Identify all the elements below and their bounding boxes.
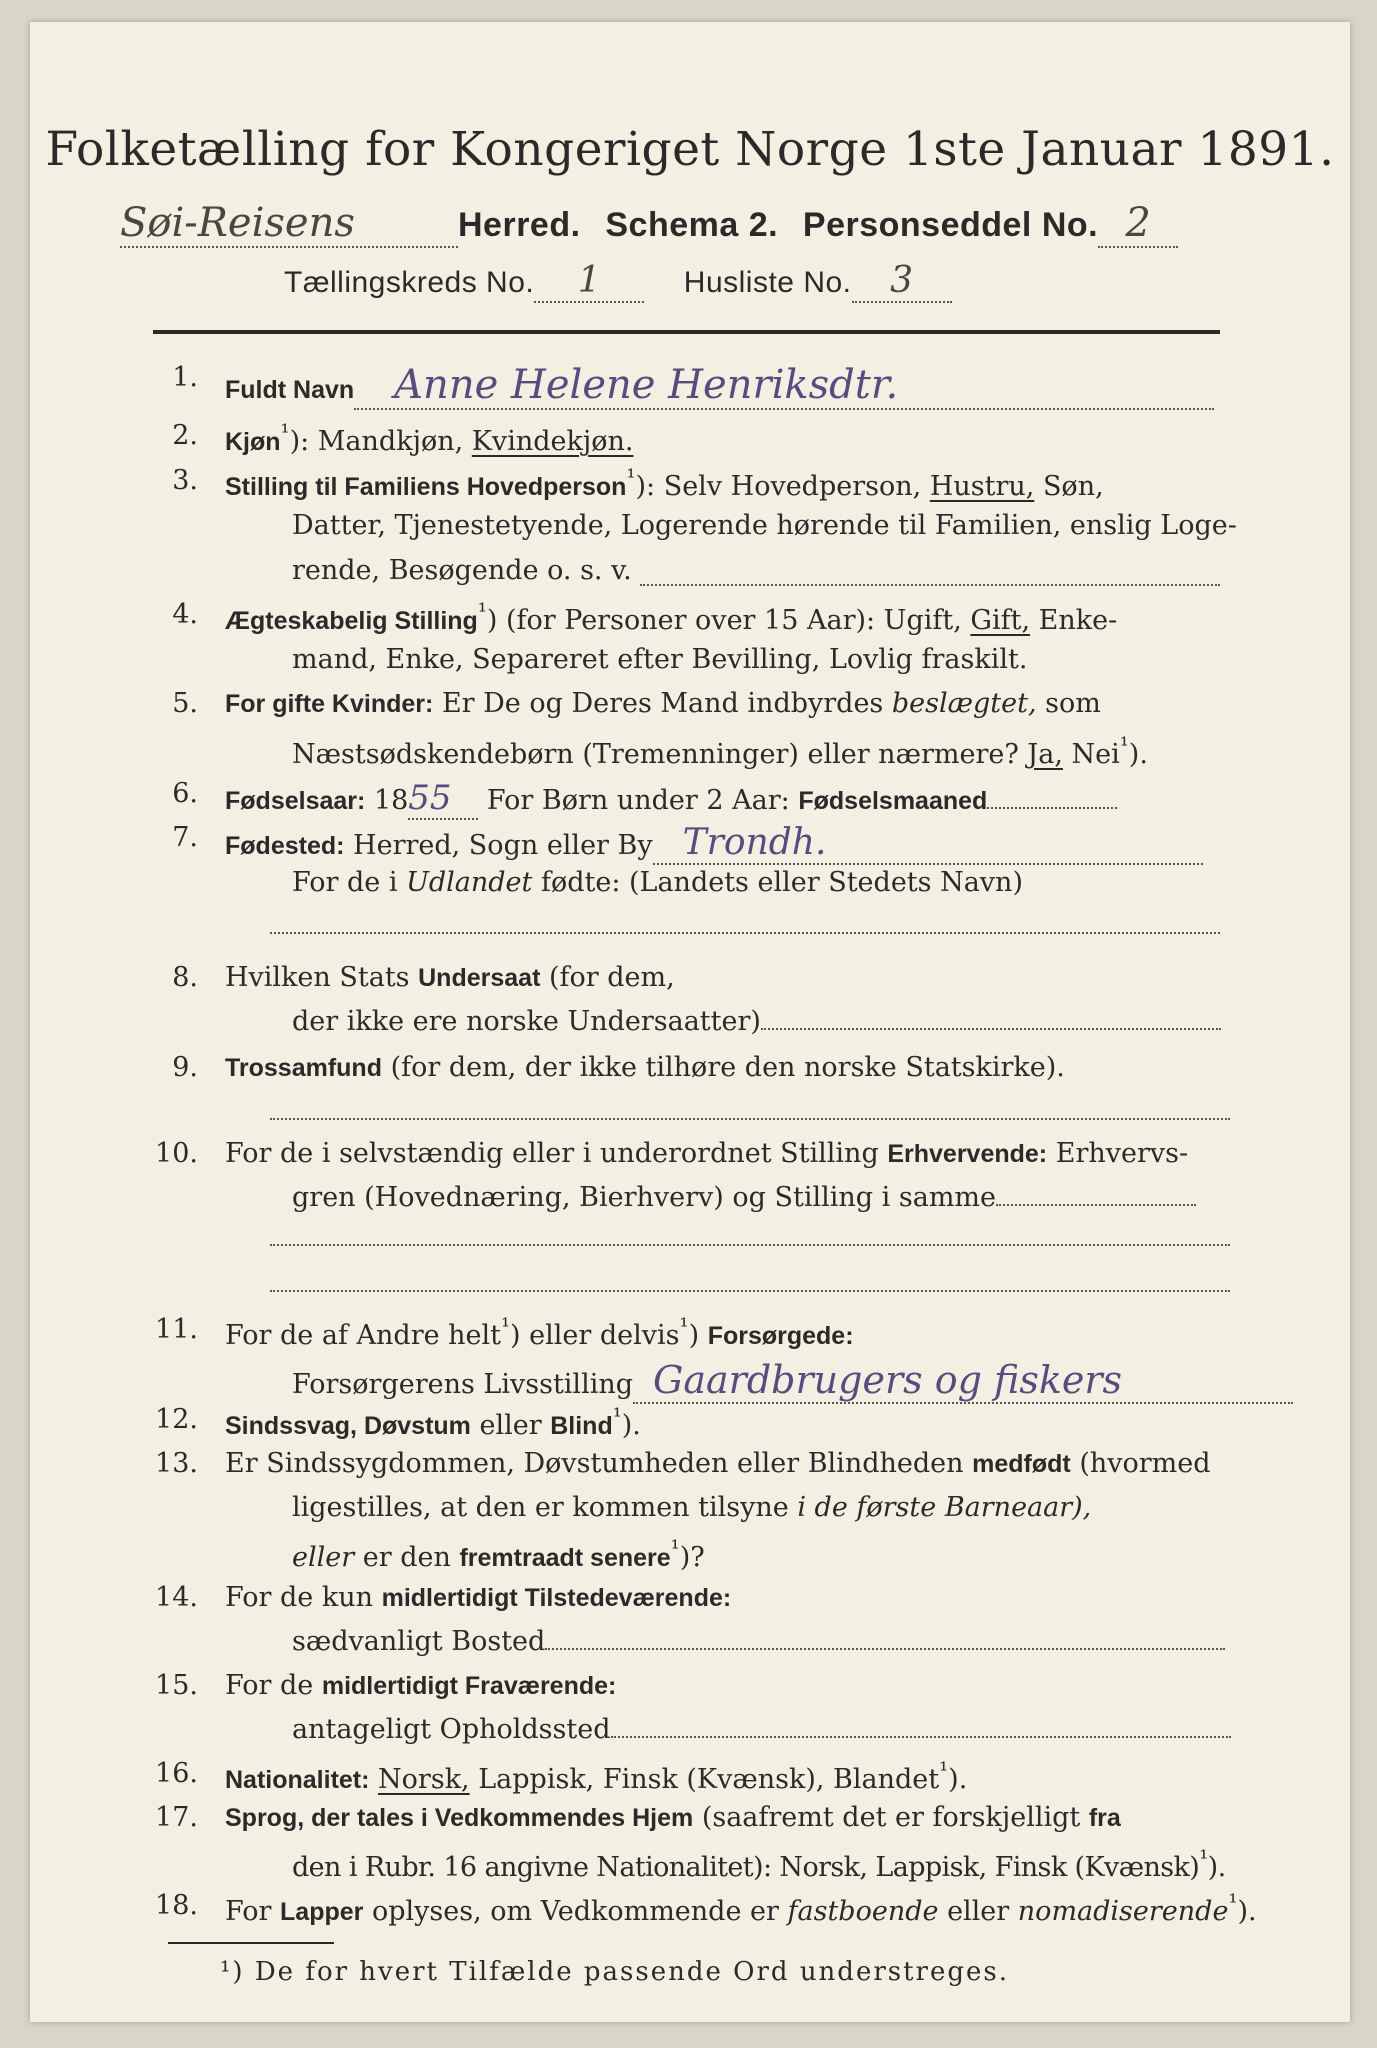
- header-line-1: [120, 200, 1178, 248]
- item-number: 9.: [172, 1052, 198, 1083]
- dependent-label: Forsørgede:: [707, 1322, 854, 1350]
- position-marked: Hustru,: [929, 471, 1035, 502]
- personseddel-value: 2: [1098, 200, 1178, 248]
- item-10-answer-line-2: [270, 1290, 1230, 1292]
- marital-options-post: Enke-: [1038, 605, 1118, 636]
- item-number: 16.: [155, 1758, 198, 1789]
- lapps-label: Lapper: [280, 1898, 364, 1926]
- birth-month-answer-line: [987, 787, 1117, 809]
- item-number: 17.: [155, 1802, 198, 1833]
- item-number: 14.: [155, 1582, 198, 1613]
- temp-absent-label: midlertidigt Fraværende:: [321, 1672, 617, 1700]
- item-number: 13.: [155, 1448, 198, 1479]
- religion-label: Trossamfund: [225, 1054, 382, 1082]
- schema-label: Schema 2.: [605, 206, 779, 244]
- item-9-answer-line: [270, 1118, 1230, 1120]
- sex-label: Kjøn: [225, 428, 281, 456]
- congenital-label: medfødt: [972, 1450, 1071, 1478]
- personseddel-label: Personseddel No.: [802, 206, 1099, 244]
- item-number: 11.: [155, 1314, 198, 1345]
- item-number: 3.: [172, 465, 198, 496]
- sex-options: ): Mandkjøn,: [289, 426, 464, 457]
- item-number: 12.: [155, 1404, 198, 1435]
- item-number: 10.: [155, 1138, 198, 1169]
- item-number: 15.: [155, 1670, 198, 1701]
- footnote-ref: ¹: [477, 599, 487, 625]
- kreds-value: 1: [534, 260, 644, 303]
- footnote-ref: ¹: [626, 465, 636, 491]
- kinship-marked: Ja,: [1027, 739, 1063, 770]
- birthplace-value: Trondh.: [653, 822, 1203, 865]
- husliste-label: Husliste No.: [683, 266, 852, 299]
- language-label: Sprog, der tales i Vedkommendes Hjem: [225, 1804, 694, 1832]
- item-3-answer-line: [640, 584, 1220, 586]
- position-label: Stilling til Familiens Hovedperson: [225, 473, 627, 501]
- position-options: ): Selv Hovedperson,: [635, 471, 922, 502]
- citizenship-label: Undersaat: [418, 964, 541, 992]
- item-number: 2.: [172, 420, 198, 451]
- herred-label: Herred.: [458, 206, 581, 244]
- married-women-label: For gifte Kvinder:: [225, 690, 434, 718]
- full-name-label: Fuldt Navn: [225, 376, 355, 404]
- item-number: 5.: [172, 688, 198, 719]
- birthplace-label: Fødested:: [225, 832, 345, 860]
- temp-present-label: midlertidigt Tilstedeværende:: [381, 1584, 732, 1612]
- item-number: 1.: [172, 362, 198, 393]
- birth-year-value: 55: [408, 778, 478, 820]
- item-7-answer-line: [270, 932, 1220, 934]
- nationality-label: Nationalitet:: [225, 1766, 370, 1794]
- marital-marked: Gift,: [970, 605, 1031, 636]
- birth-month-label: Fødselsmaaned: [798, 787, 988, 815]
- sex-marked: Kvindekjøn.: [471, 426, 634, 457]
- footnote-rule: [168, 1942, 334, 1944]
- form-title: Folketælling for Kongeriget Norge 1ste Januar 1891.: [45, 122, 1335, 177]
- item-number: 6.: [172, 778, 198, 809]
- footnote-ref: ¹: [280, 420, 290, 446]
- herred-value: Søi-Reisens: [120, 200, 458, 248]
- footnote: ¹) De for hvert Tilfælde passende Ord understreges.: [220, 1957, 1010, 1987]
- position-options-post: Søn,: [1042, 471, 1104, 502]
- provider-occupation-value: Gaardbrugers og fiskers: [633, 1358, 1293, 1404]
- marital-label: Ægteskabelig Stilling: [225, 607, 478, 635]
- birth-year-label: Fødselsaar:: [225, 787, 366, 815]
- disability-label: Sindssvag, Døvstum: [225, 1412, 471, 1440]
- item-number: 7.: [172, 822, 198, 853]
- occupation-label: Erhvervende:: [887, 1140, 1048, 1168]
- census-form-sheet: Folketælling for Kongeriget Norge 1ste Januar 1891. Søi-Reisens Herred. Schema 2. Personseddel No. 2 Tællingskreds No. 1 Husliste No. 3 1. Fuldt Navn Anne Helene Henriksdtr. 2. Kjøn$^{^1}$): Mandkjøn, Kvindekjøn. 3. Stilling til Familiens Hovedperson$^{^1}$): Selv Hovedperson, Hustru, Søn, Datter, Tjenestetyende, Logerende hørende til Familien, enslig Loge- rende, Besøgende o. s. v. 4. Ægteskabelig Stilling$^{^1}$) (for Personer over 15 Aar): Ugift, Gift, Enke- mand, Enke, Separeret efter Bevilling, Lovlig fraskilt. 5. For gifte Kvinder: Er De og Deres Mand indbyrdes beslægtet, som Næstsødskendebørn (Tremenninger) eller nærmere? Ja, Nei$^{^1}$). 6. Fødselsaar: 1855 For Børn under 2 Aar: Fødselsmaaned 7. Fødested: Herred, Sogn eller By Trondh. For de i Udlandet fødte: (Landets eller Stedets Navn) 8. Hvilken Stats Undersaat (for dem, der ikke ere norske Undersaatter) 9. Trossamfund (for dem, der ikke tilhøre den norske Statskirke). 10. For de i selvstændig eller i underordnet Stilling Erhvervende: Erhvervs- gren (Hovednæring, Bierhverv) og Stilling i samme 11. For de af Andre helt$^{^1}$) eller delvis$^{^1}$) Forsørgede: Forsørgerens Livsstilling Gaardbrugers og fiskers 12. Sindssvag, Døvstum eller Blind$^{^1}$). 13. Er Sindssygdommen, Døvstumheden eller Blindheden medfødt (hvormed ligestilles, at den er kommen tilsyne i de første Barneaar), eller er den fremtraadt senere$^{^1}$)? 14. For de kun midlertidigt Tilstedeværende: sædvanligt Bosted 15. For de midlertidigt Fraværende: antageligt Opholdssted 16. Nationalitet: Norsk, Lappisk, Finsk (Kvænsk), Blandet$^{^1}$). 17. Sprog, der tales i Vedkommendes Hjem (saafremt det er forskjelligt fra den i Rubr. 16 angivne Nationalitet): Norsk, Lappisk, Finsk (Kvænsk)$^{^1}$). 18. For Lapper oplyses, om Vedkommende er fastboende eller nomadiserende$^{^1}$). ¹) De for hvert Tilfælde passende Ord understreges.: [30, 22, 1350, 2022]
- marital-options: ) (for Personer over 15 Aar): Ugift,: [486, 605, 962, 636]
- full-name-value: Anne Helene Henriksdtr.: [354, 362, 1214, 410]
- item-10-answer-line-1: [270, 1244, 1230, 1246]
- header-rule: [153, 330, 1220, 334]
- item-number: 8.: [172, 962, 198, 993]
- nationality-marked: Norsk,: [378, 1764, 470, 1795]
- item-number: 18.: [155, 1890, 198, 1921]
- header-line-2: [284, 260, 952, 303]
- item-number: 4.: [172, 599, 198, 630]
- kreds-label: Tællingskreds No.: [284, 266, 535, 299]
- husliste-value: 3: [852, 260, 952, 303]
